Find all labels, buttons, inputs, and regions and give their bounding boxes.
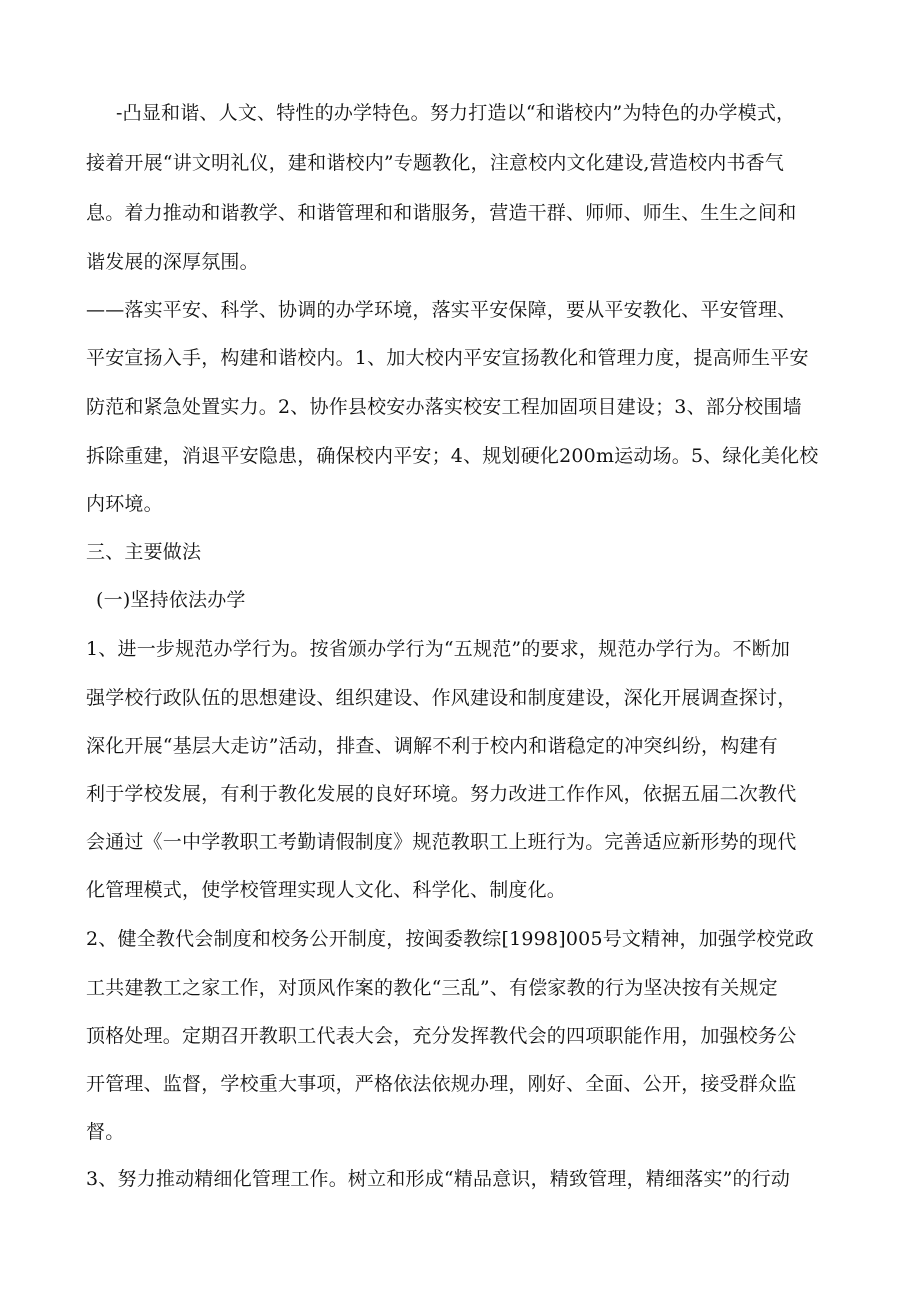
paragraph-line: 接着开展“讲文明礼仪，建和谐校内”专题教化，注意校内文化建设,营造校内书香气 [86,152,785,174]
paragraph-line: 息。着力推动和谐教学、和谐管理和和谐服务，营造干群、师师、师生、生生之间和 [86,202,797,224]
paragraph-line: 3、努力推动精细化管理工作。树立和形成“精品意识，精致管理，精细落实”的行动 [86,1168,791,1190]
paragraph-line: 利于学校发展，有利于教化发展的良好环境。努力改进工作作风，依据五届二次教代 [86,783,797,805]
paragraph-line: ——落实平安、科学、协调的办学环境，落实平安保障，要从平安教化、平安管理、 [86,299,797,321]
paragraph-line: -凸显和谐、人文、特性的办学特色。努力打造以“和谐校内”为特色的办学模式， [116,102,796,124]
paragraph-line: 开管理、监督，学校重大事项，严格依法依规办理，刚好、全面、公开，接受群众监 [86,1073,797,1095]
paragraph-line: 深化开展“基层大走访”活动，排查、调解不利于校内和谐稳定的冲突纠纷，构建有 [86,735,778,757]
paragraph-line: 强学校行政队伍的思想建设、组织建设、作风建设和制度建设，深化开展调查探讨， [86,687,797,709]
paragraph-line: 工共建教工之家工作，对顶风作案的教化“三乱”、有偿家教的行为坚决按有关规定 [86,977,778,999]
paragraph-line: 防范和紧急处置实力。2、协作县校安办落实校安工程加固项目建设；3、部分校围墙 [86,396,802,418]
paragraph-line: 1、进一步规范办学行为。按省颁办学行为“五规范”的要求，规范办学行为。不断加 [86,638,791,660]
paragraph-line: 谐发展的深厚氛围。 [86,251,259,273]
paragraph-line: 化管理模式，使学校管理实现人文化、科学化、制度化。 [86,879,567,901]
paragraph-line: 拆除重建，消退平安隐患，确保校内平安；4、规划硬化200m运动场。5、绿化美化校 [86,445,819,467]
subsection-heading: (一)坚持依法办学 [96,589,246,611]
paragraph-line: 内环境。 [86,493,163,515]
paragraph-line: 2、健全教代会制度和校务公开制度，按闽委教综[1998]005号文精神，加强学校党政 [86,928,814,950]
paragraph-line: 平安宣扬入手，构建和谐校内。1、加大校内平安宣扬教化和管理力度，提高师生平安 [86,347,809,369]
paragraph-line: 督。 [86,1121,125,1143]
paragraph-line: 会通过《一中学教职工考勤请假制度》规范教职工上班行为。完善适应新形势的现代 [86,831,797,853]
paragraph-line: 顶格处理。定期召开教职工代表大会，充分发挥教代会的四项职能作用，加强校务公 [86,1025,797,1047]
section-heading: 三、主要做法 [86,541,202,563]
